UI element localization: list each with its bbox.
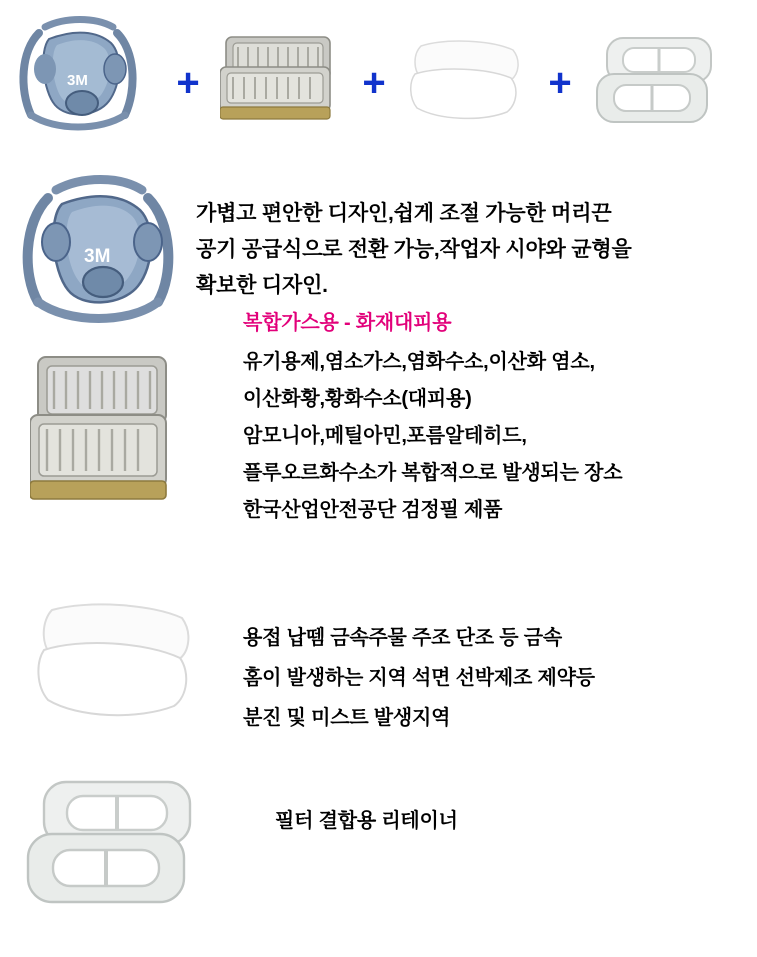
- gas-cartridge-icon: [220, 33, 342, 133]
- brand-label-3m: 3M: [67, 71, 88, 89]
- half-facepiece-respirator-icon: [5, 11, 155, 156]
- section-image-particulate-filter-large: [32, 600, 202, 730]
- mask-description-line-1: 가볍고 편안한 디자인,쉽게 조절 가능한 머리끈: [196, 202, 612, 225]
- mask-description-line-2: 공기 공급식으로 전환 가능,작업자 시야와 균형을: [196, 238, 632, 261]
- mask-description-block: [196, 196, 632, 304]
- gas-line-5: 한국산업안전공단 검정필 제품: [243, 499, 503, 521]
- filter-retainer-large-icon: [22, 780, 207, 920]
- filter-line-1: 용접 납뗌 금속주물 주조 단조 등 금속: [243, 627, 562, 649]
- gas-cartridge-large-icon: [30, 355, 180, 530]
- product-combination-row: [0, 8, 757, 158]
- plus-icon-3: +: [548, 61, 572, 105]
- gas-line-4: 플루오르화수소가 복합적으로 발생되는 장소: [243, 462, 623, 484]
- mask-description-line-3: 확보한 디자인.: [196, 274, 328, 297]
- gas-section-heading: 복합가스용 - 화재대피용: [243, 312, 452, 334]
- combo-item-gas-cartridge-pair: [216, 33, 346, 133]
- gas-section-list: [243, 344, 622, 529]
- plus-icon-1: +: [176, 61, 200, 105]
- combo-item-filter-retainer-pair: [588, 36, 728, 131]
- filter-retainer-icon: [593, 36, 723, 131]
- section-image-half-facepiece-respirator-large: [8, 170, 193, 345]
- brand-label-3m-large: 3M: [84, 246, 111, 267]
- section-image-gas-cartridge-large: [30, 355, 180, 530]
- gas-line-2: 이산화황,황화수소(대피용): [243, 388, 472, 410]
- filter-line-2: 홈이 발생하는 지역 석면 선박제조 제약등: [243, 667, 595, 689]
- retainer-line-1: 필터 결합용 리테이너: [275, 810, 458, 832]
- particulate-filter-icon: [407, 38, 527, 128]
- plus-icon-2: +: [362, 61, 386, 105]
- particulate-filter-large-icon: [32, 600, 202, 730]
- combo-item-particulate-filter-pair: [402, 38, 532, 128]
- gas-line-1: 유기용제,염소가스,염화수소,이산화 염소,: [243, 351, 595, 373]
- filter-description-block: [243, 618, 595, 738]
- half-facepiece-respirator-large-icon: [8, 170, 193, 345]
- combo-item-half-facepiece-respirator: [0, 11, 160, 156]
- filter-line-3: 분진 및 미스트 발생지역: [243, 707, 451, 729]
- gas-line-3: 암모니아,메틸아민,포름알테히드,: [243, 425, 527, 447]
- section-image-filter-retainer-large: [22, 780, 207, 920]
- retainer-description-block: [275, 805, 458, 837]
